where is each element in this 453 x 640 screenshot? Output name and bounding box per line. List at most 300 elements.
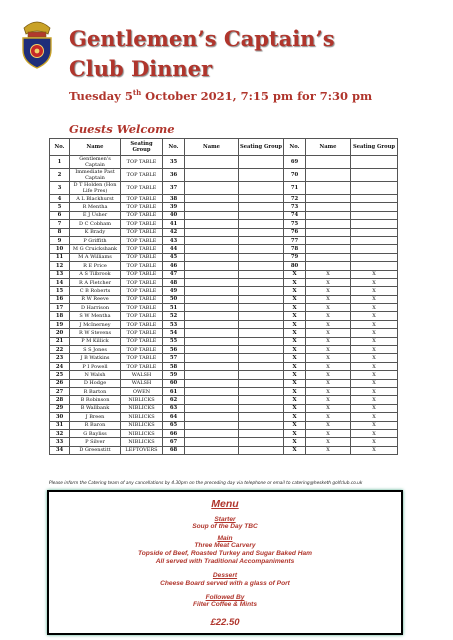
table-cell xyxy=(239,337,284,345)
table-cell: X xyxy=(284,312,306,320)
club-crest-icon xyxy=(18,14,56,70)
event-date xyxy=(69,88,439,103)
table-cell: M G Cruickshank xyxy=(70,245,121,253)
table-cell: TOP TABLE xyxy=(121,304,163,312)
table-cell: R A Fletcher xyxy=(70,278,121,286)
table-cell: X xyxy=(351,295,398,303)
table-cell: X xyxy=(284,371,306,379)
table-cell xyxy=(239,195,284,203)
table-cell: X xyxy=(351,270,398,278)
table-row xyxy=(50,169,398,182)
column-header: Seating Group xyxy=(121,139,163,156)
table-cell: TOP TABLE xyxy=(121,337,163,345)
table-cell: TOP TABLE xyxy=(121,253,163,261)
table-cell: 54 xyxy=(163,329,185,337)
table-cell xyxy=(185,262,239,270)
main-heading: Main xyxy=(217,535,233,542)
table-cell: 10 xyxy=(50,245,70,253)
table-cell: N Walsh xyxy=(70,371,121,379)
table-row xyxy=(50,262,398,270)
table-row xyxy=(50,404,398,412)
table-cell: X xyxy=(284,287,306,295)
table-cell xyxy=(239,371,284,379)
title-line-1: Gentlemen’s Captain’s xyxy=(69,26,335,51)
table-cell xyxy=(185,270,239,278)
table-cell: X xyxy=(351,421,398,429)
table-cell: TOP TABLE xyxy=(121,156,163,169)
table-cell: 46 xyxy=(163,262,185,270)
table-cell: TOP TABLE xyxy=(121,195,163,203)
column-header: No. xyxy=(163,139,185,156)
table-cell: TOP TABLE xyxy=(121,320,163,328)
table-cell: 61 xyxy=(163,387,185,395)
table-row xyxy=(50,320,398,328)
table-cell: 17 xyxy=(50,304,70,312)
page-title xyxy=(69,24,439,84)
table-cell: X xyxy=(306,346,351,354)
table-cell: R Baron xyxy=(70,421,121,429)
table-cell xyxy=(239,182,284,195)
table-cell: X xyxy=(306,387,351,395)
table-cell xyxy=(306,195,351,203)
table-cell: R W Stevens xyxy=(70,329,121,337)
table-cell: 45 xyxy=(163,253,185,261)
table-cell: D Hodge xyxy=(70,379,121,387)
guests-welcome-heading: Guests Welcome xyxy=(69,122,175,136)
table-row xyxy=(50,379,398,387)
table-cell: TOP TABLE xyxy=(121,329,163,337)
table-row xyxy=(50,156,398,169)
table-cell: P Griffith xyxy=(70,236,121,244)
table-cell: X xyxy=(306,354,351,362)
table-cell xyxy=(239,329,284,337)
table-cell: 38 xyxy=(163,195,185,203)
table-cell: 19 xyxy=(50,320,70,328)
table-cell: X xyxy=(306,270,351,278)
table-cell: 67 xyxy=(163,438,185,446)
table-cell xyxy=(185,203,239,211)
table-cell: 43 xyxy=(163,236,185,244)
table-cell xyxy=(351,245,398,253)
table-cell: R Mentha xyxy=(70,203,121,211)
table-cell xyxy=(306,220,351,228)
table-cell: 69 xyxy=(284,156,306,169)
starter-line: Soup of the Day TBC xyxy=(192,523,258,530)
seating-table xyxy=(49,138,398,455)
table-cell xyxy=(306,228,351,236)
table-cell xyxy=(239,211,284,219)
table-cell xyxy=(239,262,284,270)
table-cell: X xyxy=(351,362,398,370)
column-header: No. xyxy=(50,139,70,156)
table-cell: NIBLICKS xyxy=(121,413,163,421)
table-row xyxy=(50,228,398,236)
table-cell: X xyxy=(306,278,351,286)
table-cell xyxy=(239,156,284,169)
table-cell: X xyxy=(306,337,351,345)
table-cell: X xyxy=(306,396,351,404)
table-row xyxy=(50,182,398,195)
date-suffix: October 2021, 7:15 pm for 7:30 pm xyxy=(141,88,373,103)
table-cell: 27 xyxy=(50,387,70,395)
table-cell xyxy=(239,220,284,228)
table-cell: 13 xyxy=(50,270,70,278)
table-cell xyxy=(239,295,284,303)
table-cell: 18 xyxy=(50,312,70,320)
table-row xyxy=(50,438,398,446)
table-cell xyxy=(185,211,239,219)
table-cell xyxy=(239,169,284,182)
table-cell xyxy=(185,446,239,454)
table-cell: M A Williams xyxy=(70,253,121,261)
menu-box xyxy=(47,490,403,635)
table-cell: S S Jones xyxy=(70,346,121,354)
table-cell: 32 xyxy=(50,429,70,437)
table-cell xyxy=(185,287,239,295)
table-cell: X xyxy=(351,396,398,404)
table-cell: 49 xyxy=(163,287,185,295)
table-cell xyxy=(306,203,351,211)
table-row xyxy=(50,220,398,228)
table-cell: 33 xyxy=(50,438,70,446)
table-cell xyxy=(185,362,239,370)
table-row xyxy=(50,195,398,203)
cancellation-notice: Please inform the Catering team of any cancellations by 4.30pm on the preceding day via telephone or email to catering@hesketh golfclub.co.uk xyxy=(49,481,363,486)
table-cell xyxy=(306,236,351,244)
table-cell: 48 xyxy=(163,278,185,286)
table-cell: X xyxy=(284,270,306,278)
table-cell: X xyxy=(306,446,351,454)
table-cell: 8 xyxy=(50,228,70,236)
table-cell: 22 xyxy=(50,346,70,354)
table-cell xyxy=(239,396,284,404)
table-cell: X xyxy=(284,438,306,446)
table-cell: 52 xyxy=(163,312,185,320)
table-cell xyxy=(351,253,398,261)
table-cell xyxy=(239,236,284,244)
table-cell: 20 xyxy=(50,329,70,337)
table-cell: X xyxy=(351,404,398,412)
main-line-1: Three Meat Carvery xyxy=(194,542,256,549)
table-cell: X xyxy=(351,429,398,437)
table-cell: TOP TABLE xyxy=(121,203,163,211)
table-cell: X xyxy=(284,304,306,312)
table-cell: OWEN xyxy=(121,387,163,395)
table-cell: S W Mentha xyxy=(70,312,121,320)
table-cell: X xyxy=(306,421,351,429)
table-cell: X xyxy=(351,346,398,354)
table-header-row xyxy=(50,139,398,156)
table-cell: 71 xyxy=(284,182,306,195)
table-cell: 5 xyxy=(50,203,70,211)
table-cell xyxy=(185,438,239,446)
table-cell: 50 xyxy=(163,295,185,303)
table-cell xyxy=(185,156,239,169)
table-cell: X xyxy=(306,329,351,337)
table-cell: J Breen xyxy=(70,413,121,421)
table-cell xyxy=(351,262,398,270)
table-cell: TOP TABLE xyxy=(121,169,163,182)
table-cell: X xyxy=(351,329,398,337)
table-cell: X xyxy=(351,413,398,421)
table-cell: TOP TABLE xyxy=(121,245,163,253)
table-cell: X xyxy=(351,320,398,328)
table-row xyxy=(50,346,398,354)
table-row xyxy=(50,387,398,395)
table-cell: X xyxy=(306,304,351,312)
table-cell: X xyxy=(351,438,398,446)
table-cell: K Brady xyxy=(70,228,121,236)
table-cell: C B Roberts xyxy=(70,287,121,295)
table-cell: X xyxy=(284,354,306,362)
table-cell: J McInerney xyxy=(70,320,121,328)
table-cell: NIBLICKS xyxy=(121,429,163,437)
table-cell: TOP TABLE xyxy=(121,228,163,236)
table-cell: Gentlemen's Captain xyxy=(70,156,121,169)
table-cell: X xyxy=(284,362,306,370)
table-cell xyxy=(185,329,239,337)
table-cell xyxy=(185,236,239,244)
table-cell xyxy=(185,304,239,312)
table-cell: R Barton xyxy=(70,387,121,395)
table-row xyxy=(50,371,398,379)
followed-by-line: Filter Coffee & Mints xyxy=(193,601,257,608)
table-cell: TOP TABLE xyxy=(121,362,163,370)
table-cell xyxy=(239,287,284,295)
table-cell: X xyxy=(284,329,306,337)
table-cell: X xyxy=(306,362,351,370)
table-cell xyxy=(185,320,239,328)
table-cell: 37 xyxy=(163,182,185,195)
table-cell xyxy=(239,320,284,328)
table-cell xyxy=(185,195,239,203)
table-cell: 65 xyxy=(163,421,185,429)
table-row xyxy=(50,203,398,211)
table-cell: 72 xyxy=(284,195,306,203)
table-row xyxy=(50,253,398,261)
table-cell: 44 xyxy=(163,245,185,253)
table-cell: NIBLICKS xyxy=(121,438,163,446)
table-cell xyxy=(306,262,351,270)
table-cell: 74 xyxy=(284,211,306,219)
table-cell: 4 xyxy=(50,195,70,203)
table-cell: 40 xyxy=(163,211,185,219)
column-header: Name xyxy=(185,139,239,156)
table-cell: LEFTOVERS xyxy=(121,446,163,454)
table-cell: 80 xyxy=(284,262,306,270)
table-cell xyxy=(185,404,239,412)
table-cell: 76 xyxy=(284,228,306,236)
table-cell: 68 xyxy=(163,446,185,454)
table-cell xyxy=(351,195,398,203)
table-cell: G Bayliss xyxy=(70,429,121,437)
table-cell xyxy=(185,312,239,320)
table-cell: TOP TABLE xyxy=(121,262,163,270)
table-body xyxy=(50,156,398,455)
table-row xyxy=(50,413,398,421)
table-cell: 57 xyxy=(163,354,185,362)
table-cell: X xyxy=(284,404,306,412)
table-row xyxy=(50,270,398,278)
table-cell xyxy=(306,169,351,182)
table-cell: X xyxy=(351,371,398,379)
table-cell: 62 xyxy=(163,396,185,404)
table-cell: X xyxy=(284,278,306,286)
table-cell: X xyxy=(284,295,306,303)
table-cell: 78 xyxy=(284,245,306,253)
table-cell: TOP TABLE xyxy=(121,295,163,303)
table-cell xyxy=(351,211,398,219)
main-line-2: Topside of Beef, Roasted Turkey and Sugar Baked Ham xyxy=(137,550,313,557)
table-cell: 11 xyxy=(50,253,70,261)
table-cell: 47 xyxy=(163,270,185,278)
main-line-3: All served with Traditional Accompaniments xyxy=(155,558,295,565)
table-cell: X xyxy=(284,387,306,395)
table-cell: X xyxy=(306,320,351,328)
table-row xyxy=(50,362,398,370)
table-cell xyxy=(239,362,284,370)
dessert-heading: Dessert xyxy=(212,572,238,579)
column-header: Name xyxy=(306,139,351,156)
table-row xyxy=(50,329,398,337)
table-row xyxy=(50,312,398,320)
table-cell xyxy=(185,169,239,182)
table-cell: TOP TABLE xyxy=(121,278,163,286)
table-cell xyxy=(185,346,239,354)
table-cell xyxy=(351,228,398,236)
table-cell: 26 xyxy=(50,379,70,387)
table-cell: 23 xyxy=(50,354,70,362)
table-cell xyxy=(306,156,351,169)
column-header: Seating Group xyxy=(351,139,398,156)
table-cell: X xyxy=(351,287,398,295)
table-cell: D C Cobham xyxy=(70,220,121,228)
table-cell xyxy=(306,245,351,253)
table-cell xyxy=(185,371,239,379)
column-header: Seating Group xyxy=(239,139,284,156)
table-cell: WALSH xyxy=(121,379,163,387)
table-cell: 56 xyxy=(163,346,185,354)
table-cell xyxy=(239,270,284,278)
table-row xyxy=(50,304,398,312)
table-cell: X xyxy=(284,421,306,429)
table-cell: 2 xyxy=(50,169,70,182)
table-cell: 36 xyxy=(163,169,185,182)
table-cell xyxy=(239,438,284,446)
table-cell: 79 xyxy=(284,253,306,261)
table-cell xyxy=(239,379,284,387)
table-cell: 60 xyxy=(163,379,185,387)
table-cell: 28 xyxy=(50,396,70,404)
table-cell xyxy=(306,211,351,219)
table-cell: B Wallbank xyxy=(70,404,121,412)
table-row xyxy=(50,278,398,286)
table-cell: 41 xyxy=(163,220,185,228)
table-cell: NIBLICKS xyxy=(121,404,163,412)
table-cell: NIBLICKS xyxy=(121,421,163,429)
table-cell xyxy=(185,253,239,261)
table-cell xyxy=(306,182,351,195)
table-cell: X xyxy=(284,396,306,404)
table-cell: 35 xyxy=(163,156,185,169)
table-cell xyxy=(185,228,239,236)
table-cell: 25 xyxy=(50,371,70,379)
table-cell: TOP TABLE xyxy=(121,220,163,228)
table-cell xyxy=(185,429,239,437)
table-cell: 70 xyxy=(284,169,306,182)
table-cell: 24 xyxy=(50,362,70,370)
table-row xyxy=(50,337,398,345)
table-cell: R W Reeve xyxy=(70,295,121,303)
table-cell: TOP TABLE xyxy=(121,211,163,219)
table-row xyxy=(50,295,398,303)
table-cell xyxy=(239,446,284,454)
table-cell: D Harrison xyxy=(70,304,121,312)
table-cell: X xyxy=(351,304,398,312)
table-cell: P I Powell xyxy=(70,362,121,370)
table-cell xyxy=(185,245,239,253)
table-cell: X xyxy=(351,337,398,345)
followed-by-heading: Followed By xyxy=(205,594,245,601)
table-cell: TOP TABLE xyxy=(121,346,163,354)
table-cell: 34 xyxy=(50,446,70,454)
table-cell xyxy=(185,387,239,395)
table-cell xyxy=(239,346,284,354)
table-cell xyxy=(185,295,239,303)
table-cell: X xyxy=(284,337,306,345)
table-cell: X xyxy=(306,371,351,379)
table-cell: E J Usher xyxy=(70,211,121,219)
table-cell xyxy=(185,396,239,404)
table-cell: X xyxy=(351,387,398,395)
column-header: Name xyxy=(70,139,121,156)
table-cell xyxy=(239,421,284,429)
date-sup: th xyxy=(132,88,142,97)
title-line-2: Club Dinner xyxy=(69,56,213,81)
table-cell: X xyxy=(306,413,351,421)
table-cell: 64 xyxy=(163,413,185,421)
table-cell: 1 xyxy=(50,156,70,169)
table-cell: A L Blackhurst xyxy=(70,195,121,203)
table-cell: 16 xyxy=(50,295,70,303)
table-cell: J B Watkins xyxy=(70,354,121,362)
table-cell: X xyxy=(351,354,398,362)
table-row xyxy=(50,429,398,437)
table-cell: 51 xyxy=(163,304,185,312)
table-row xyxy=(50,245,398,253)
table-row xyxy=(50,236,398,244)
table-cell: X xyxy=(284,379,306,387)
table-cell xyxy=(351,156,398,169)
table-cell xyxy=(185,413,239,421)
table-cell xyxy=(306,253,351,261)
table-cell xyxy=(185,278,239,286)
table-cell xyxy=(185,354,239,362)
table-cell: 63 xyxy=(163,404,185,412)
table-cell: 6 xyxy=(50,211,70,219)
table-cell xyxy=(239,354,284,362)
table-cell: 30 xyxy=(50,413,70,421)
table-cell: 55 xyxy=(163,337,185,345)
table-cell: TOP TABLE xyxy=(121,236,163,244)
table-cell: 7 xyxy=(50,220,70,228)
table-cell xyxy=(185,220,239,228)
table-row xyxy=(50,396,398,404)
table-cell xyxy=(239,387,284,395)
table-cell: 29 xyxy=(50,404,70,412)
table-cell: X xyxy=(351,278,398,286)
table-cell: 42 xyxy=(163,228,185,236)
